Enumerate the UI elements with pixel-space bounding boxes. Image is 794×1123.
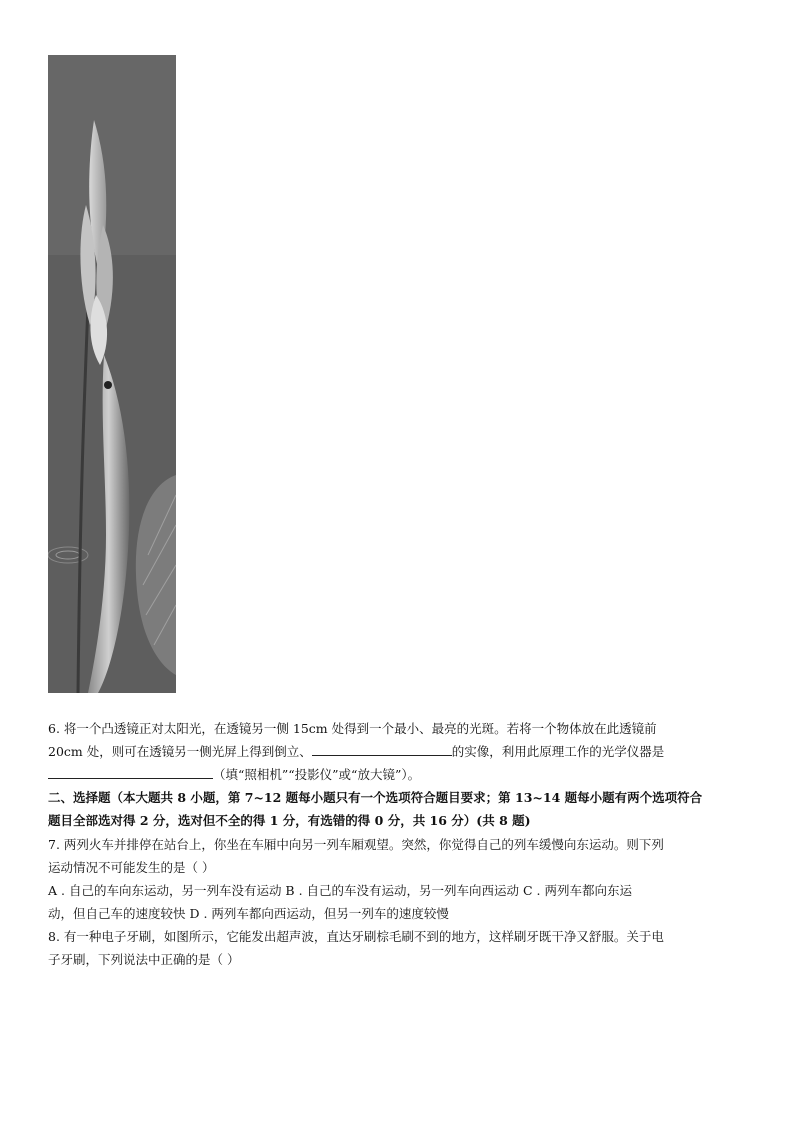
lotus-fish-photo bbox=[48, 55, 176, 693]
q7-options-line-1: A . 自己的车向东运动，另一列车没有运动 B . 自己的车没有运动，另一列车向西运动 C . 两列车都向东运 bbox=[48, 883, 632, 898]
q7-line-1: 7. 两列火车并排停在站台上，你坐在车厢中向另一列车厢观望。突然，你觉得自己的列车缓慢向东运动。则下列 bbox=[48, 837, 664, 852]
q6-line-3 bbox=[48, 763, 758, 786]
q8-line-1: 8. 有一种电子牙刷，如图所示，它能发出超声波，直达牙刷棕毛刷不到的地方，这样刷牙既干净又舒服。关于电 bbox=[48, 929, 664, 944]
q6-line-2-text-a: 20cm 处，则可在透镜另一侧光屏上得到倒立、 bbox=[48, 744, 312, 759]
q6-line-2 bbox=[48, 740, 758, 763]
q6-line-3-text: （填“照相机”“投影仪”或“放大镜”）。 bbox=[213, 767, 421, 782]
question-8 bbox=[48, 925, 758, 971]
q6-line-1: 6. 将一个凸透镜正对太阳光，在透镜另一侧 15cm 处得到一个最小、最亮的光斑。若将一个物体放在此透镜前 bbox=[48, 721, 657, 736]
q6-line-2-text-b: 的实像，利用此原理工作的光学仪器是 bbox=[451, 744, 665, 759]
lotus-fish-illustration bbox=[48, 55, 176, 693]
answer-blank-2[interactable] bbox=[48, 765, 213, 779]
q7-options-line-2: 动，但自己车的速度较快 D . 两列车都向西运动，但另一列车的速度较慢 bbox=[48, 906, 449, 921]
section-2-line-1: 二、选择题（本大题共 8 小题，第 7~12 题每小题只有一个选项符合题目要求；第 13~14 题每小题有两个选项符合 bbox=[48, 790, 703, 805]
question-6 bbox=[48, 717, 758, 786]
section-2-line-2: 题目全部选对得 2 分，选对但不全的得 1 分，有选错的得 0 分，共 16 分）(共 8 题) bbox=[48, 813, 531, 828]
section-2-header bbox=[48, 786, 758, 832]
q8-line-2: 子牙刷，下列说法中正确的是（ ） bbox=[48, 952, 240, 967]
answer-blank-1[interactable] bbox=[312, 742, 452, 756]
q7-line-2: 运动情况不可能发生的是（ ） bbox=[48, 860, 215, 875]
question-7 bbox=[48, 833, 758, 925]
